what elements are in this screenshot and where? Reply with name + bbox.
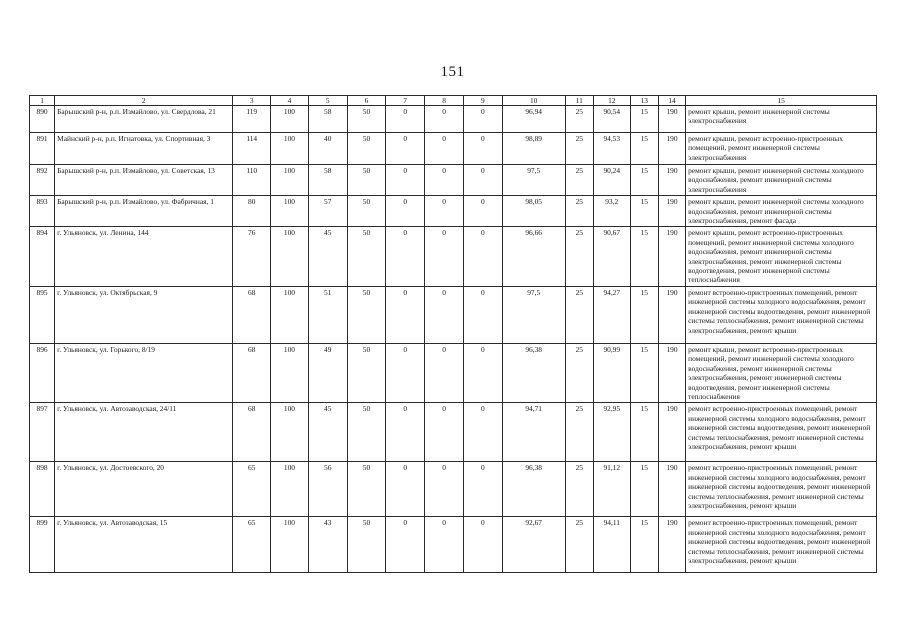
column-header-13: 13 xyxy=(630,96,658,106)
col-12-value: 93,2 xyxy=(593,196,630,227)
col-9-value: 0 xyxy=(463,343,502,402)
col-9-value: 0 xyxy=(463,133,502,165)
address: г. Ульяновск, ул. Автозаводская, 24/11 xyxy=(55,403,233,462)
col-6-value: 50 xyxy=(347,462,386,517)
address: Барышский р-н, р.п. Измайлово, ул. Свердлова, 21 xyxy=(55,106,233,133)
address: Барышский р-н, р.п. Измайлово, ул. Фабричная, 1 xyxy=(55,196,233,227)
col-14-value: 190 xyxy=(658,286,685,343)
works-list: ремонт встроенно-пристроенных помещений, ремонт инженерной системы холодного водоснабжения, ремонт инженерной системы водоотведения, ремонт инженерной системы теплоснабжения, ремонт инженерной системы электроснабжения, ремонт крыши xyxy=(686,286,877,343)
col-4-value: 100 xyxy=(271,133,309,165)
col-3-value: 119 xyxy=(233,106,271,133)
col-7-value: 0 xyxy=(386,343,425,402)
works-list: ремонт крыши, ремонт инженерной системы холодного водоснабжения, ремонт инженерной системы электроснабжения xyxy=(686,165,877,196)
col-4-value: 100 xyxy=(271,343,309,402)
col-12-value: 94,27 xyxy=(593,286,630,343)
page-number: 151 xyxy=(440,64,465,80)
address: г. Ульяновск, ул. Октябрьская, 9 xyxy=(55,286,233,343)
col-8-value: 0 xyxy=(425,106,464,133)
col-14-value: 190 xyxy=(658,517,685,573)
col-5-value: 40 xyxy=(308,133,347,165)
row-number: 896 xyxy=(30,343,55,402)
works-list: ремонт встроенно-пристроенных помещений, ремонт инженерной системы холодного водоснабжения, ремонт инженерной системы водоотведения, ремонт инженерной системы теплоснабжения, ремонт инженерной системы электроснабжения, ремонт крыши xyxy=(686,403,877,462)
row-number: 890 xyxy=(30,106,55,133)
repair-register-table xyxy=(29,95,877,573)
col-6-value: 50 xyxy=(347,343,386,402)
col-4-value: 100 xyxy=(271,227,309,286)
col-13-value: 15 xyxy=(630,403,658,462)
table-row xyxy=(30,227,877,286)
table-row xyxy=(30,106,877,133)
column-header-8: 8 xyxy=(425,96,464,106)
col-12-value: 94,53 xyxy=(593,133,630,165)
column-header-10: 10 xyxy=(502,96,565,106)
col-5-value: 57 xyxy=(308,196,347,227)
column-header-14: 14 xyxy=(658,96,685,106)
col-10-value: 96,66 xyxy=(502,227,565,286)
address: г. Ульяновск, ул. Автозаводская, 15 xyxy=(55,517,233,573)
col-9-value: 0 xyxy=(463,286,502,343)
col-12-value: 90,67 xyxy=(593,227,630,286)
col-14-value: 190 xyxy=(658,343,685,402)
col-9-value: 0 xyxy=(463,227,502,286)
works-list: ремонт крыши, ремонт встроенно-пристроенных помещений, ремонт инженерной системы холодного водоснабжения, ремонт инженерной системы электроснабжения, ремонт инженерной системы водоотведения, ремонт инженерной системы теплоснабжения xyxy=(686,227,877,286)
col-10-value: 92,67 xyxy=(502,517,565,573)
col-7-value: 0 xyxy=(386,133,425,165)
col-14-value: 190 xyxy=(658,106,685,133)
col-5-value: 58 xyxy=(308,165,347,196)
col-9-value: 0 xyxy=(463,517,502,573)
col-10-value: 97,5 xyxy=(502,286,565,343)
col-8-value: 0 xyxy=(425,227,464,286)
works-list: ремонт крыши, ремонт встроенно-пристроенных помещений, ремонт инженерной системы электроснабжения xyxy=(686,133,877,165)
row-number: 892 xyxy=(30,165,55,196)
col-8-value: 0 xyxy=(425,165,464,196)
col-11-value: 25 xyxy=(565,517,593,573)
col-8-value: 0 xyxy=(425,403,464,462)
col-10-value: 94,71 xyxy=(502,403,565,462)
col-11-value: 25 xyxy=(565,343,593,402)
col-14-value: 190 xyxy=(658,403,685,462)
col-11-value: 25 xyxy=(565,133,593,165)
col-12-value: 90,99 xyxy=(593,343,630,402)
col-8-value: 0 xyxy=(425,343,464,402)
col-13-value: 15 xyxy=(630,133,658,165)
col-13-value: 15 xyxy=(630,106,658,133)
col-9-value: 0 xyxy=(463,165,502,196)
col-4-value: 100 xyxy=(271,517,309,573)
col-14-value: 190 xyxy=(658,133,685,165)
col-7-value: 0 xyxy=(386,106,425,133)
col-4-value: 100 xyxy=(271,165,309,196)
col-8-value: 0 xyxy=(425,462,464,517)
col-5-value: 45 xyxy=(308,227,347,286)
col-11-value: 25 xyxy=(565,462,593,517)
col-13-value: 15 xyxy=(630,196,658,227)
col-5-value: 51 xyxy=(308,286,347,343)
col-4-value: 100 xyxy=(271,286,309,343)
col-14-value: 190 xyxy=(658,196,685,227)
col-5-value: 43 xyxy=(308,517,347,573)
col-13-value: 15 xyxy=(630,286,658,343)
column-header-15: 15 xyxy=(686,96,877,106)
col-8-value: 0 xyxy=(425,196,464,227)
col-3-value: 65 xyxy=(233,462,271,517)
col-6-value: 50 xyxy=(347,286,386,343)
col-3-value: 65 xyxy=(233,517,271,573)
column-header-12: 12 xyxy=(593,96,630,106)
col-12-value: 91,12 xyxy=(593,462,630,517)
column-header-4: 4 xyxy=(271,96,309,106)
col-3-value: 68 xyxy=(233,403,271,462)
table-body xyxy=(30,106,877,573)
row-number: 897 xyxy=(30,403,55,462)
col-4-value: 100 xyxy=(271,462,309,517)
col-8-value: 0 xyxy=(425,133,464,165)
works-list: ремонт крыши, ремонт инженерной системы электроснабжения xyxy=(686,106,877,133)
col-11-value: 25 xyxy=(565,403,593,462)
column-header-3: 3 xyxy=(233,96,271,106)
col-3-value: 80 xyxy=(233,196,271,227)
col-13-value: 15 xyxy=(630,517,658,573)
col-10-value: 96,38 xyxy=(502,343,565,402)
col-11-value: 25 xyxy=(565,165,593,196)
col-14-value: 190 xyxy=(658,227,685,286)
col-3-value: 114 xyxy=(233,133,271,165)
col-9-value: 0 xyxy=(463,196,502,227)
col-9-value: 0 xyxy=(463,462,502,517)
address: г. Ульяновск, ул. Достоевского, 20 xyxy=(55,462,233,517)
works-list: ремонт встроенно-пристроенных помещений, ремонт инженерной системы холодного водоснабжения, ремонт инженерной системы водоотведения, ремонт инженерной системы теплоснабжения, ремонт инженерной системы электроснабжения, ремонт крыши xyxy=(686,517,877,573)
col-7-value: 0 xyxy=(386,462,425,517)
row-number: 893 xyxy=(30,196,55,227)
address: г. Ульяновск, ул. Горького, 8/19 xyxy=(55,343,233,402)
col-6-value: 50 xyxy=(347,517,386,573)
col-11-value: 25 xyxy=(565,106,593,133)
row-number: 891 xyxy=(30,133,55,165)
column-header-11: 11 xyxy=(565,96,593,106)
row-number: 895 xyxy=(30,286,55,343)
table-row xyxy=(30,165,877,196)
col-13-value: 15 xyxy=(630,165,658,196)
col-13-value: 15 xyxy=(630,227,658,286)
col-4-value: 100 xyxy=(271,106,309,133)
column-header-2: 2 xyxy=(55,96,233,106)
column-header-7: 7 xyxy=(386,96,425,106)
col-12-value: 94,11 xyxy=(593,517,630,573)
col-11-value: 25 xyxy=(565,227,593,286)
col-8-value: 0 xyxy=(425,286,464,343)
row-number: 894 xyxy=(30,227,55,286)
col-3-value: 68 xyxy=(233,343,271,402)
col-6-value: 50 xyxy=(347,196,386,227)
table-row xyxy=(30,343,877,402)
column-header-5: 5 xyxy=(308,96,347,106)
col-5-value: 45 xyxy=(308,403,347,462)
col-7-value: 0 xyxy=(386,227,425,286)
col-6-value: 50 xyxy=(347,165,386,196)
column-header-1: 1 xyxy=(30,96,55,106)
col-10-value: 98,05 xyxy=(502,196,565,227)
row-number: 898 xyxy=(30,462,55,517)
col-3-value: 68 xyxy=(233,286,271,343)
col-10-value: 98,89 xyxy=(502,133,565,165)
col-13-value: 15 xyxy=(630,462,658,517)
column-header-9: 9 xyxy=(463,96,502,106)
table-row xyxy=(30,196,877,227)
column-header-6: 6 xyxy=(347,96,386,106)
table-row xyxy=(30,133,877,165)
address: г. Ульяновск, ул. Ленина, 144 xyxy=(55,227,233,286)
col-7-value: 0 xyxy=(386,165,425,196)
col-10-value: 97,5 xyxy=(502,165,565,196)
address: Майнский р-н, р.п. Игнатовка, ул. Спортивная, 3 xyxy=(55,133,233,165)
col-3-value: 110 xyxy=(233,165,271,196)
col-6-value: 50 xyxy=(347,227,386,286)
column-number-row xyxy=(30,96,877,106)
table-row xyxy=(30,517,877,573)
table-row xyxy=(30,403,877,462)
address: Барышский р-н, р.п. Измайлово, ул. Советская, 13 xyxy=(55,165,233,196)
col-13-value: 15 xyxy=(630,343,658,402)
table-row xyxy=(30,462,877,517)
works-list: ремонт крыши, ремонт инженерной системы холодного водоснабжения, ремонт инженерной системы электроснабжения, ремонт фасада xyxy=(686,196,877,227)
col-4-value: 100 xyxy=(271,196,309,227)
col-11-value: 25 xyxy=(565,196,593,227)
col-9-value: 0 xyxy=(463,403,502,462)
row-number: 899 xyxy=(30,517,55,573)
col-8-value: 0 xyxy=(425,517,464,573)
works-list: ремонт крыши, ремонт встроенно-пристроенных помещений, ремонт инженерной системы холодного водоснабжения, ремонт инженерной системы электроснабжения, ремонт инженерной системы водоотведения, ремонт инженерной системы теплоснабжения xyxy=(686,343,877,402)
col-9-value: 0 xyxy=(463,106,502,133)
col-12-value: 92,95 xyxy=(593,403,630,462)
col-6-value: 50 xyxy=(347,133,386,165)
col-7-value: 0 xyxy=(386,403,425,462)
col-5-value: 56 xyxy=(308,462,347,517)
col-14-value: 190 xyxy=(658,165,685,196)
col-4-value: 100 xyxy=(271,403,309,462)
col-5-value: 49 xyxy=(308,343,347,402)
col-14-value: 190 xyxy=(658,462,685,517)
col-7-value: 0 xyxy=(386,517,425,573)
table-row xyxy=(30,286,877,343)
col-5-value: 58 xyxy=(308,106,347,133)
col-10-value: 96,94 xyxy=(502,106,565,133)
col-7-value: 0 xyxy=(386,286,425,343)
col-10-value: 96,38 xyxy=(502,462,565,517)
col-6-value: 50 xyxy=(347,106,386,133)
col-12-value: 90,24 xyxy=(593,165,630,196)
works-list: ремонт встроенно-пристроенных помещений, ремонт инженерной системы холодного водоснабжения, ремонт инженерной системы водоотведения, ремонт инженерной системы теплоснабжения, ремонт инженерной системы электроснабжения, ремонт крыши xyxy=(686,462,877,517)
col-3-value: 76 xyxy=(233,227,271,286)
col-11-value: 25 xyxy=(565,286,593,343)
col-6-value: 50 xyxy=(347,403,386,462)
col-12-value: 90,54 xyxy=(593,106,630,133)
col-7-value: 0 xyxy=(386,196,425,227)
